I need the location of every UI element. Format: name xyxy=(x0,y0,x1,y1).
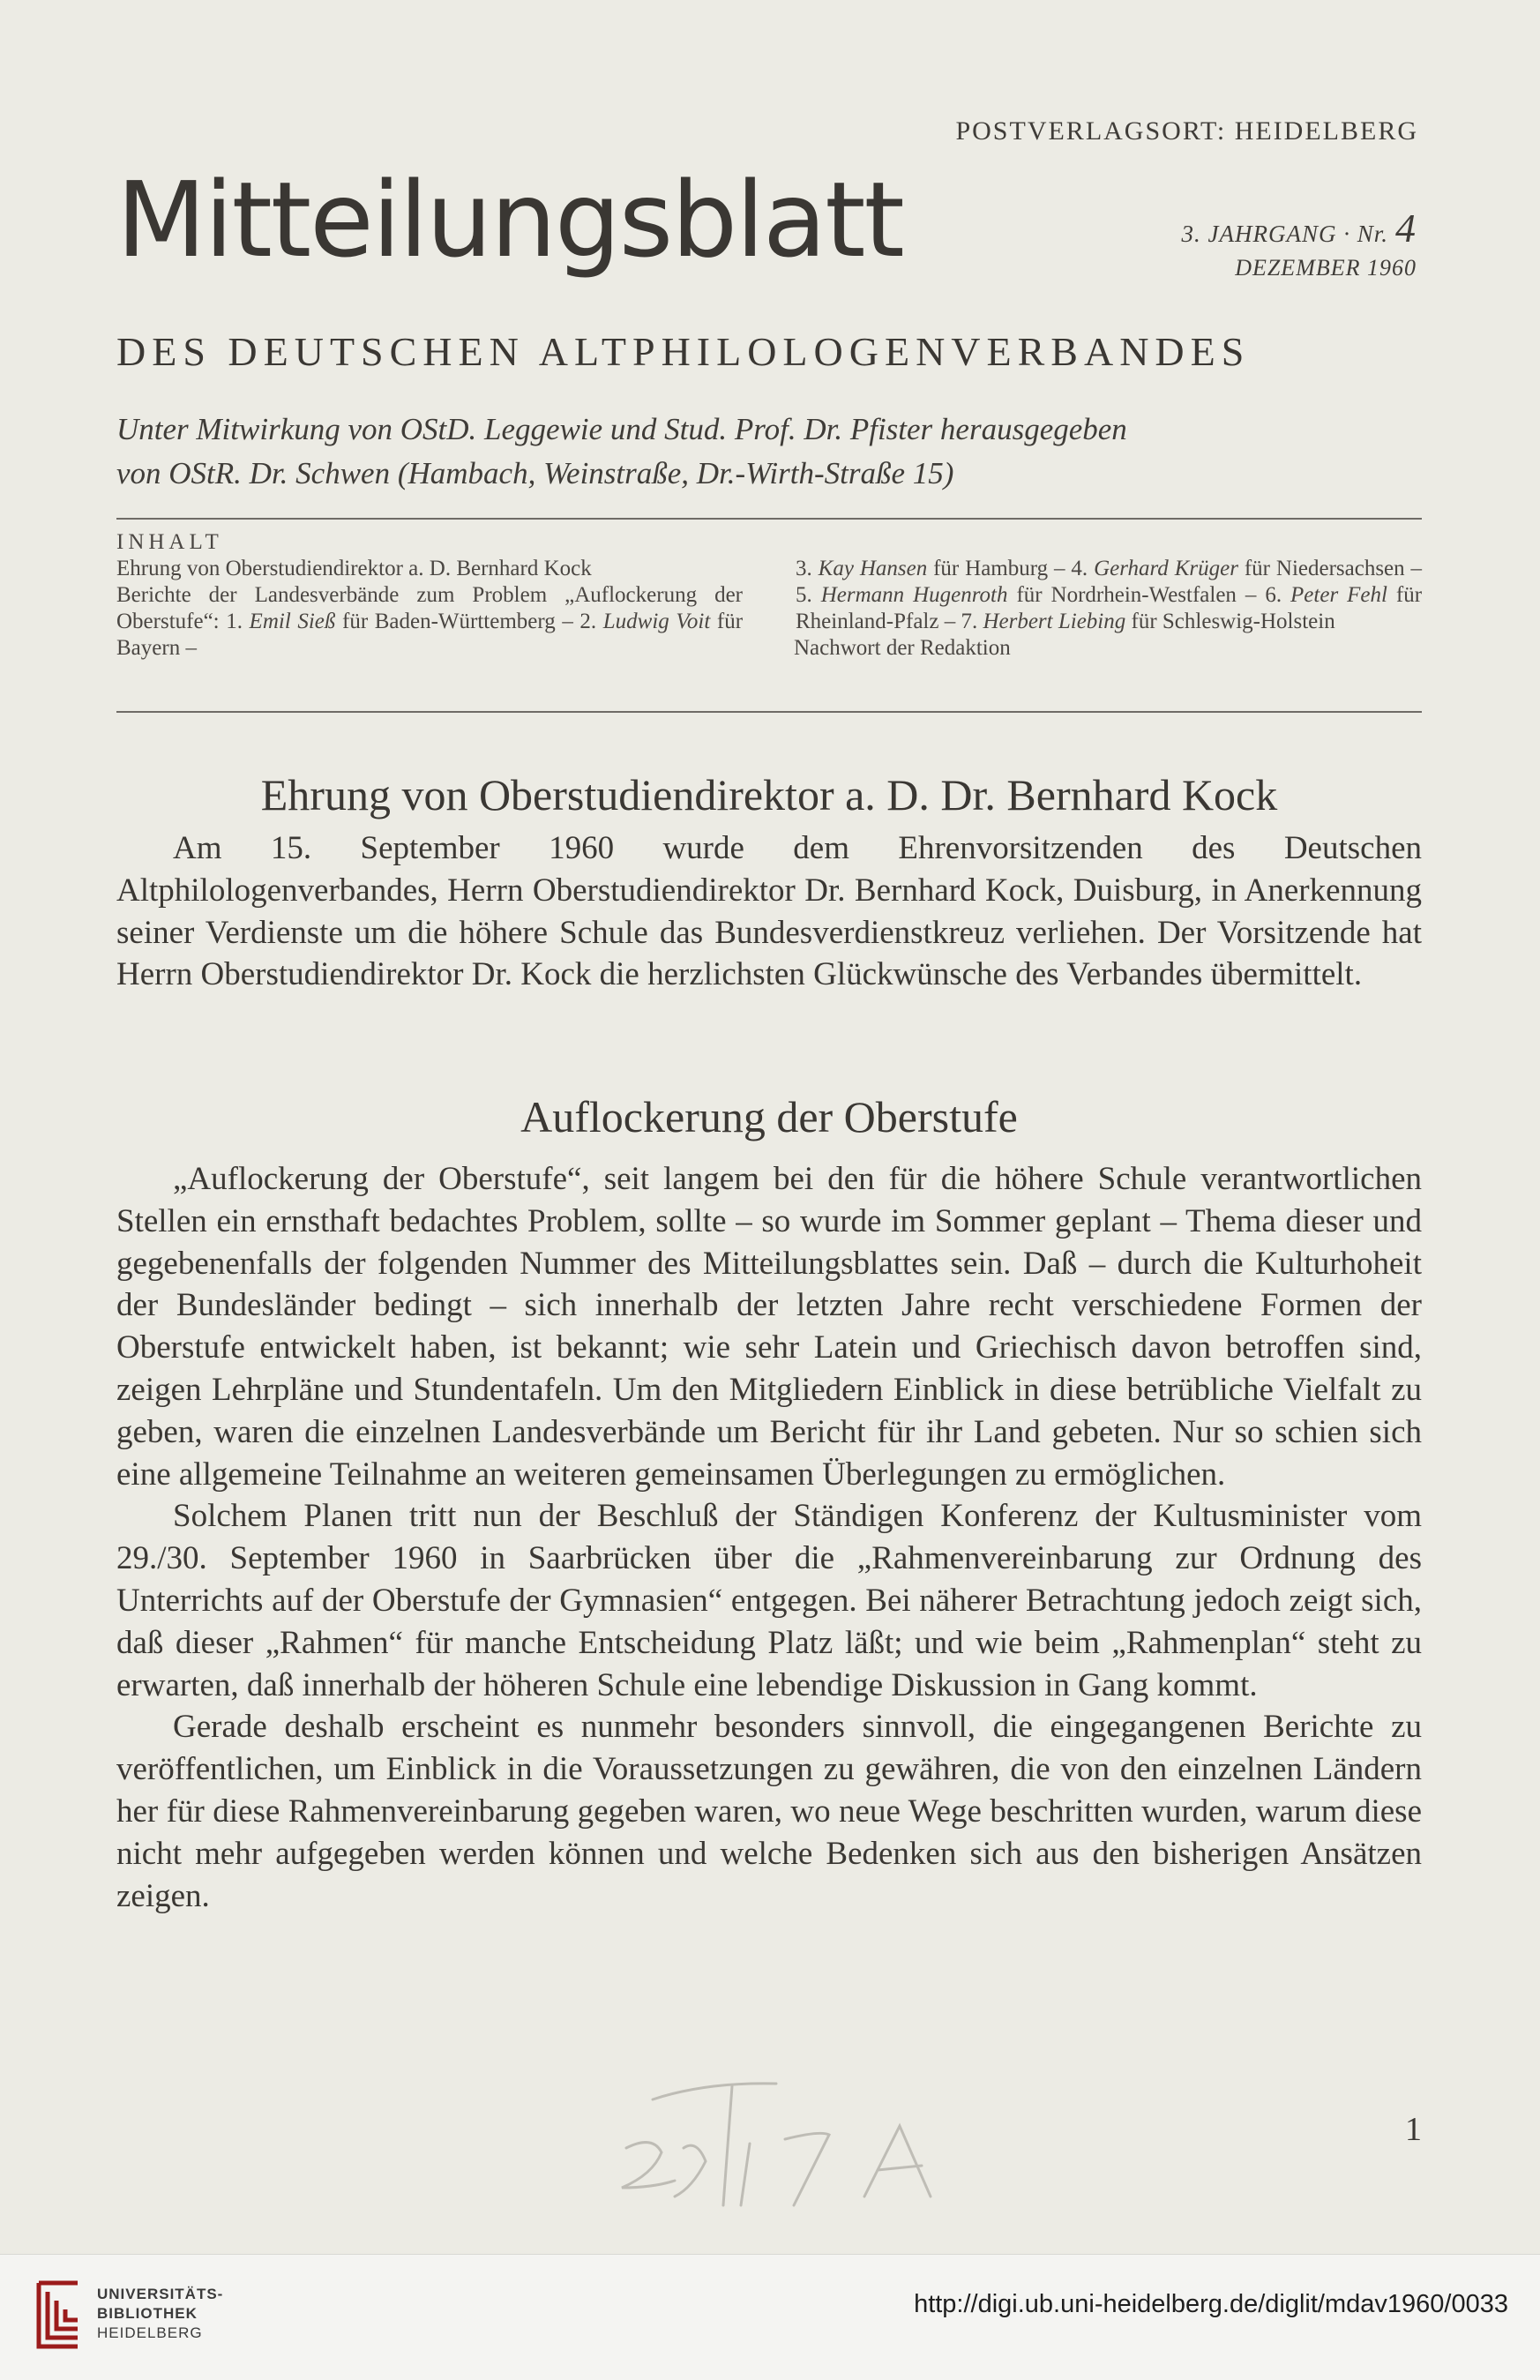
toc-item-ehrung: Ehrung von Oberstudiendirektor a. D. Bernhard Kock xyxy=(116,557,592,580)
editors-note xyxy=(116,408,1422,496)
postverlagsort: POSTVERLAGSORT: HEIDELBERG xyxy=(955,116,1418,146)
issue-volume xyxy=(1182,205,1417,251)
university-line-1: UNIVERSITÄTS- xyxy=(97,2286,224,2302)
toc-right-column xyxy=(796,556,1422,662)
toc-author-siess: Emil Sieß xyxy=(249,610,336,633)
toc-num-3: 3. xyxy=(796,557,812,580)
article-2-paragraph-2: Solchem Planen tritt nun der Beschluß der Ständigen Konferenz der Kultusminister vom 29./30. September 1960 in Saarbrücken über die „Rahmenvereinbarung zur Ordnung des Unterrichts auf der Oberstufe der Gymnasien“ entgegen. Bei näherer Betrachtung jedoch zeigt sich, daß dieser „Rahmen“ für manche Entscheidung Platz läßt; und wie beim „Rahmenplan“ steht zu erwarten, daß innerhalb der höheren Schule eine lebendige Diskussion in Gang kommt. xyxy=(116,1498,1422,1703)
toc-author-voit: Ludwig Voit xyxy=(602,610,711,633)
editors-line-2: von OStR. Dr. Schwen (Hambach, Weinstraße, Dr.-Wirth-Straße 15) xyxy=(116,456,954,490)
toc-author-hansen: Kay Hansen xyxy=(818,557,928,580)
toc-left-column xyxy=(116,529,743,662)
toc-item-nachwort: Nachwort der Redaktion xyxy=(794,636,1011,660)
article-2-title: Auflockerung der Oberstufe xyxy=(520,1092,1018,1141)
toc-text-bayern: für Bayern – xyxy=(116,610,744,660)
university-line-2: BIBLIOTHEK xyxy=(97,2305,198,2322)
issue-date: DEZEMBER 1960 xyxy=(1235,255,1417,281)
university-name xyxy=(97,2285,223,2343)
university-line-3: HEIDELBERG xyxy=(97,2324,203,2341)
pencil-annotation xyxy=(600,2064,1005,2214)
article-2-body xyxy=(116,1158,1422,1917)
article-1-body xyxy=(116,827,1422,996)
page-number: 1 xyxy=(1405,2111,1422,2148)
viewer-footer xyxy=(0,2254,1540,2380)
toc-text-niedersachsen: für Niedersachsen – 5. xyxy=(796,557,1423,607)
divider-bottom xyxy=(116,711,1422,713)
toc-berichte-text: Berichte der Landesverbände zum Problem „Auflockerung der Oberstufe“: 1. xyxy=(116,583,743,633)
toc-author-hugenroth: Hermann Hugenroth xyxy=(820,583,1008,607)
toc-heading: INHALT xyxy=(116,530,223,554)
toc-item-berichte xyxy=(116,582,743,662)
issue-info xyxy=(1182,205,1417,281)
issue-number: 4 xyxy=(1395,206,1417,251)
toc-text-nrw: für Nordrhein-Westfalen – 6. xyxy=(1016,583,1282,607)
toc-items-laender xyxy=(796,556,1422,635)
university-library-logo-icon xyxy=(32,2279,85,2350)
masthead-title: Mitteilungsblatt xyxy=(116,159,903,281)
toc-text-baden: für Baden-Württemberg – 2. xyxy=(342,610,597,633)
article-1-paragraph: Am 15. September 1960 wurde dem Ehrenvorsitzenden des Deutschen Altphilologenverbandes, Herrn Oberstudiendirektor Dr. Bernhard Kock, Duisburg, in Anerkennung seiner Verdienste um die höhere Schule das Bundesverdienstkreuz verliehen. Der Vorsitzende hat Herrn Oberstudiendirektor Dr. Kock die herzlichsten Glückwünsche des Verbandes übermittelt. xyxy=(116,830,1422,993)
toc-text-rlp: für Rheinland-Pfalz – 7. xyxy=(796,583,1423,633)
article-2-paragraph-3: Gerade deshalb erscheint es nunmehr besonders sinnvoll, die eingegangenen Berichte zu veröffentlichen, um Einblick in die Voraussetzungen zu gewähren, die von den einzelnen Ländern her für diese Rahmenvereinbarung gegeben waren, wo neue Wege beschritten wurden, warum diese nicht mehr aufgegeben werden können und welche Bedenken sich aus den bisherigen Ansätzen zeigen. xyxy=(116,1709,1422,1914)
article-1-title: Ehrung von Oberstudiendirektor a. D. Dr. Bernhard Kock xyxy=(260,770,1278,820)
toc-author-liebing: Herbert Liebing xyxy=(983,610,1126,633)
editors-line-1: Unter Mitwirkung von OStD. Leggewie und Stud. Prof. Dr. Pfister herausgegeben xyxy=(116,412,1127,446)
toc-author-fehl: Peter Fehl xyxy=(1290,583,1387,607)
toc-text-hamburg: für Hamburg – 4. xyxy=(933,557,1088,580)
toc-text-sh: für Schleswig-Holstein xyxy=(1131,610,1335,633)
masthead-subtitle: DES DEUTSCHEN ALTPHILOLOGENVERBANDES xyxy=(116,329,1251,374)
permalink-url[interactable]: http://digi.ub.uni-heidelberg.de/diglit/mdav1960/0033 xyxy=(914,2290,1508,2318)
toc-author-krueger: Gerhard Krüger xyxy=(1094,557,1238,580)
article-2-paragraph-1: „Auflockerung der Oberstufe“, seit langem bei den für die höhere Schule verantwortlichen Stellen ein ernsthaft bedachtes Problem, sollte – so wurde im Sommer geplant – Thema dieser und gegebenenfalls der folgenden Nummer des Mitteilungsblattes sein. Daß – durch die Kulturhoheit der Bundesländer bedingt – sich innerhalb der letzten Jahre recht verschiedene Formen der Oberstufe entwickelt haben, ist bekannt; wie sehr Latein und Griechisch davon betroffen sind, zeigen Lehrpläne und Stundentafeln. Um den Mitgliedern Einblick in diese betrübliche Vielfalt zu geben, waren die einzelnen Landesverbände um Bericht für ihr Land gebeten. Nur so schien sich eine allgemeine Teilnahme an weiteren gemeinsamen Überlegungen zu ermöglichen. xyxy=(116,1161,1422,1493)
jahrgang-label: 3. JAHRGANG · Nr. xyxy=(1181,221,1388,247)
divider-top xyxy=(116,518,1422,520)
